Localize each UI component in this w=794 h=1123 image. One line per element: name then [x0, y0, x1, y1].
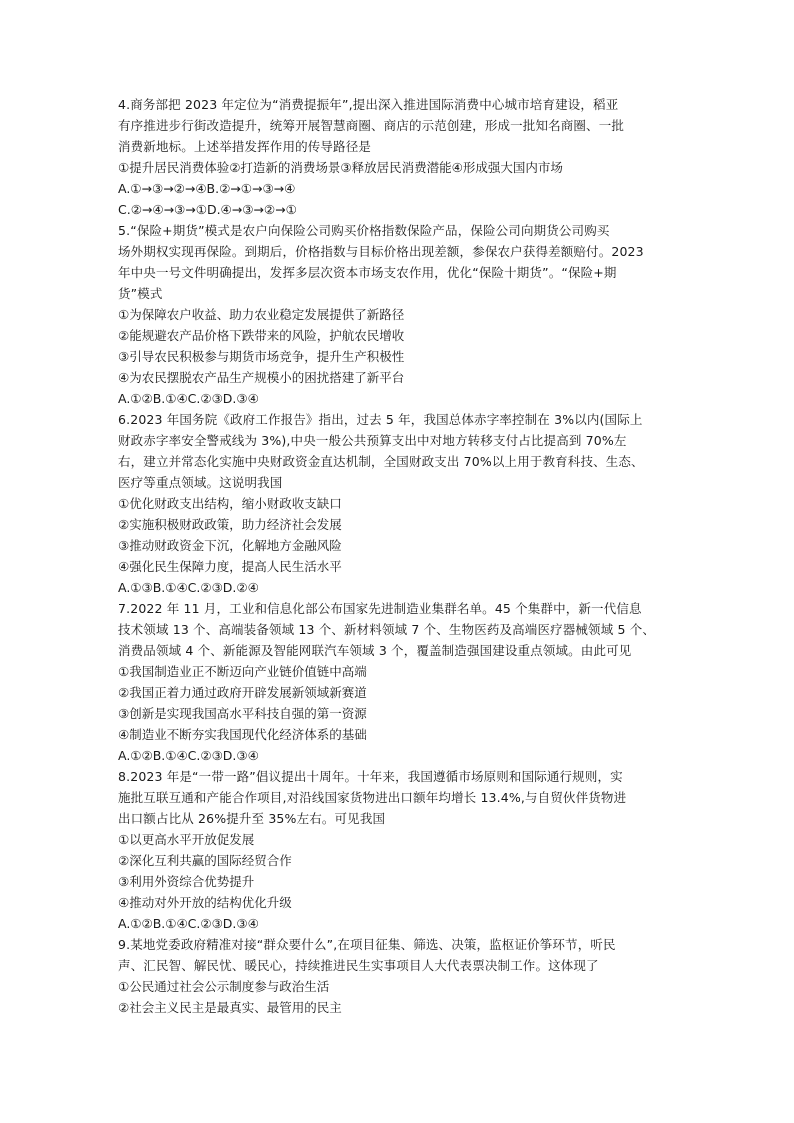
- statement-line: ①公民通过社会公示制度参与政治生活: [118, 979, 330, 994]
- question-stem-line: 财政赤字率安全警戒线为 3%),中央一般公共预算支出中对地方转移支付占比提高到 70%左: [118, 433, 627, 448]
- question-stem-line: 有序推进步行街改造提升，统筹开展智慧商圈、商店的示范创建，形成一批知名商圈、一批: [118, 118, 625, 133]
- question-stem-line: 6.2023 年国务院《政府工作报告》指出，过去 5 年，我国总体赤字率控制在 3%以内(国际上: [118, 412, 643, 427]
- question-stem-line: 消费品领域 4 个、新能源及智能网联汽车领域 3 个，覆盖制造强国建设重点领域。由此可见: [118, 643, 632, 658]
- question-stem-line: 医疗等重点领域。这说明我国: [118, 475, 283, 490]
- answer-options: A.①②B.①④C.②③D.③④: [118, 916, 259, 931]
- question-stem-line: 4.商务部把 2023 年定位为“消费提振年”,提出深入推进国际消费中心城市培育建设，稻亚: [118, 97, 619, 112]
- question-stem-line: 7.2022 年 11 月，工业和信息化部公布国家先进制造业集群名单。45 个集群中，新一代信息: [118, 601, 642, 616]
- question-stem-line: 货”模式: [118, 286, 163, 301]
- answer-options: A.①②B.①④C.②③D.③④: [118, 391, 259, 406]
- question-stem-line: 5.“保险+期货”模式是农户向保险公司购买价格指数保险产品，保险公司向期货公司购买: [118, 223, 610, 238]
- statement-line: ①优化财政支出结构，缩小财政收支缺口: [118, 496, 342, 511]
- question-stem-line: 声、汇民智、解民忧、暖民心，持续推进民生实事项目人大代表票决制工作。这体现了: [118, 958, 599, 973]
- statement-line: ③引导农民积极参与期货市场竞争，提升生产积极性: [118, 349, 405, 364]
- question-stem-line: 9.某地党委政府精准对接“群众要什么”,在项目征集、筛选、决策，监枢证价筝环节，听民: [118, 937, 616, 952]
- statement-line: ②能规避农产品价格下跌带来的风险，护航农民增收: [118, 328, 405, 343]
- statement-line: ④强化民生保障力度，提高人民生活水平: [118, 559, 342, 574]
- statement-line: ③创新是实现我国高水平科技自强的第一资源: [118, 706, 367, 721]
- question-stem-line: 技术领域 13 个、高端装备领域 13 个、新材料领域 7 个、生物医药及高端医疗器械领域 5 个、: [118, 622, 656, 637]
- statement-line: ②我国正着力通过政府开辟发展新领域新赛道: [118, 685, 367, 700]
- statement-line: ①提升居民消费体验②打造新的消费场景③释放居民消费潜能④形成强大国内市场: [118, 160, 563, 175]
- answer-options: A.①→③→②→④B.②→①→③→④: [118, 181, 296, 196]
- answer-options: A.①③B.①④C.②③D.②④: [118, 580, 259, 595]
- statement-line: ④制造业不断夯实我国现代化经济体系的基础: [118, 727, 367, 742]
- statement-line: ②社会主义民主是最真实、最管用的民主: [118, 1000, 342, 1015]
- statement-line: ②深化互利共赢的国际经贸合作: [118, 853, 292, 868]
- answer-options: C.②→④→③→①D.④→③→②→①: [118, 202, 297, 217]
- statement-line: ③利用外资综合优势提升: [118, 874, 255, 889]
- statement-line: ④推动对外开放的结构优化升级: [118, 895, 292, 910]
- question-stem-line: 消费新地标。上述举措发挥作用的传导路径是: [118, 139, 372, 154]
- statement-line: ①我国制造业正不断迈向产业链价值链中高端: [118, 664, 367, 679]
- question-6: [118, 409, 678, 598]
- question-stem-line: 施批互联互通和产能合作项目,对沿线国家货物进出口额年均增长 13.4%,与自贸伙伴货物进: [118, 790, 627, 805]
- statement-line: ①以更高水平开放促发展: [118, 832, 255, 847]
- question-4: [118, 94, 678, 220]
- question-stem-line: 年中央一号文件明确提出，发挥多层次资本市场支农作用，优化“保险十期货”。“保险+期: [118, 265, 617, 280]
- statement-line: ②实施积极财政政策，助力经济社会发展: [118, 517, 342, 532]
- question-9: [118, 934, 678, 1018]
- question-stem-line: 右，建立并常态化实施中央财政资金直达机制，全国财政支出 70%以上用于教育科技、生态、: [118, 454, 644, 469]
- statement-line: ④为农民摆脱农产品生产规模小的困扰搭建了新平台: [118, 370, 405, 385]
- question-stem-line: 出口额占比从 26%提升至 35%左右。可见我国: [118, 811, 386, 826]
- question-8: [118, 766, 678, 934]
- statement-line: ①为保障农户收益、助力农业稳定发展提供了新路径: [118, 307, 405, 322]
- question-list: [118, 94, 678, 1018]
- question-5: [118, 220, 678, 409]
- question-7: [118, 598, 678, 766]
- answer-options: A.①②B.①④C.②③D.③④: [118, 748, 259, 763]
- question-stem-line: 8.2023 年是“一带一路”倡议提出十周年。十年来，我国遵循市场原则和国际通行规则，实: [118, 769, 623, 784]
- statement-line: ③推动财政资金下沉，化解地方金融风险: [118, 538, 342, 553]
- question-stem-line: 场外期权实现再保险。到期后，价格指数与目标价格出现差额，参保农户获得差额赔付。2023: [118, 244, 644, 259]
